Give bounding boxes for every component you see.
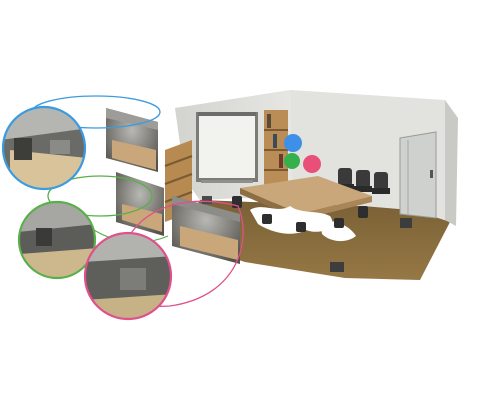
door — [400, 132, 436, 218]
bookshelf-center — [264, 110, 288, 192]
image-panel-green — [116, 172, 164, 236]
viewpoint-marker-pink — [303, 155, 321, 173]
image-panel-blue — [106, 108, 158, 172]
room-right-wall — [445, 100, 458, 226]
whiteboard — [196, 112, 258, 183]
photo-inset-pink — [84, 232, 174, 322]
viewpoint-marker-blue — [284, 134, 302, 152]
viewpoint-marker-green — [284, 153, 300, 169]
photo-inset-blue — [0, 104, 90, 196]
